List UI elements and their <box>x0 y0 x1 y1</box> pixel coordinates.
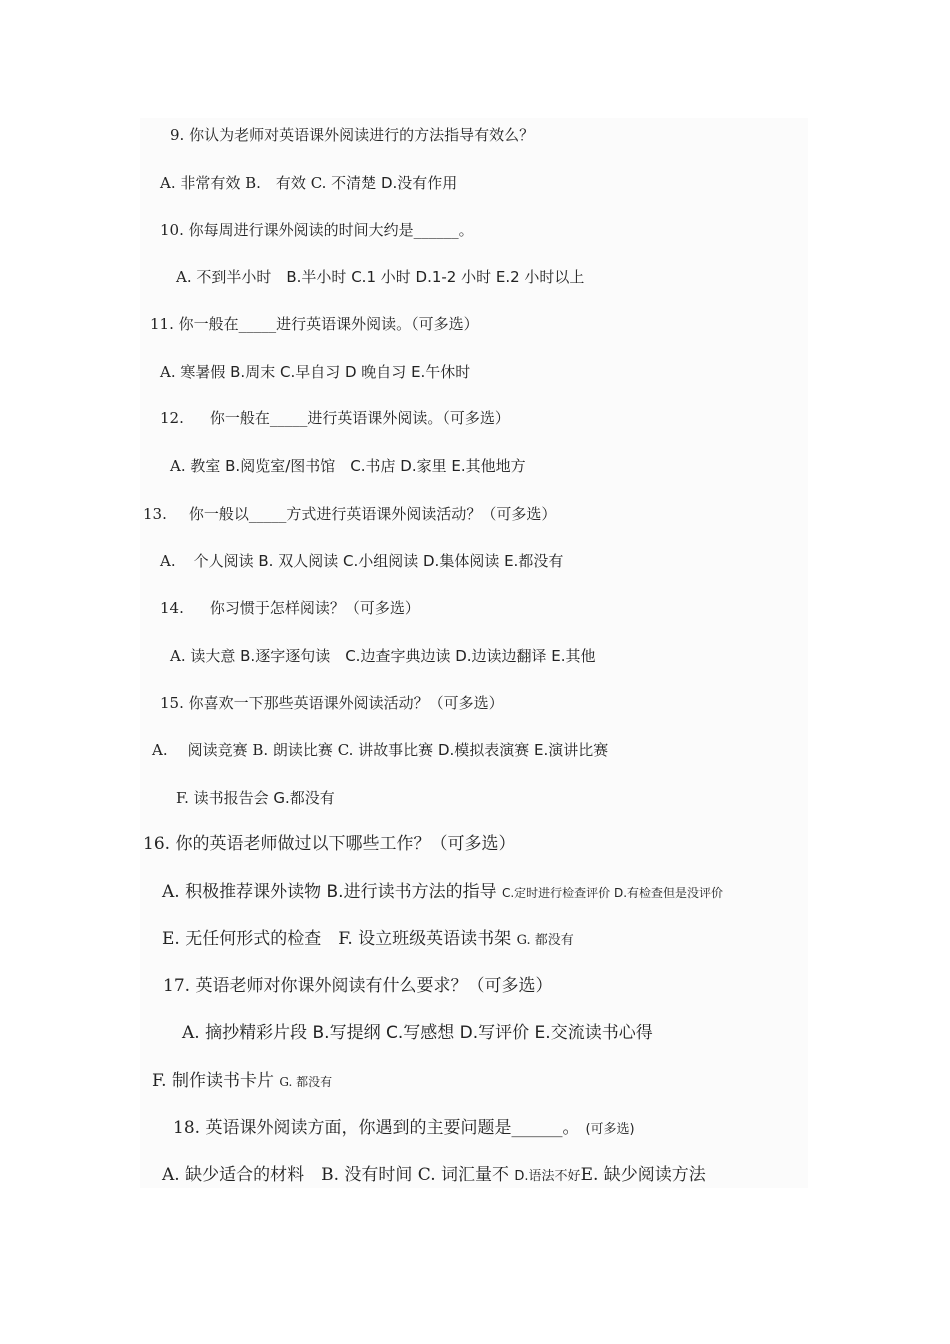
question-16-options-c: C.定时进行检查评价 D.有检查但是没评价 <box>501 886 724 900</box>
question-13 <box>143 507 556 522</box>
question-15-options-c: F. 读书报告会 <box>176 789 274 807</box>
question-10-options-a: A. 不到半小时 <box>176 268 287 286</box>
question-9-options <box>160 176 457 191</box>
question-18-options-c: E. 缺少阅读方法 <box>580 1165 706 1185</box>
question-18-text: 18. 英语课外阅读方面，你遇到的主要问题是______。 <box>173 1118 580 1138</box>
question-18-options-a: A. 缺少适合的材料 B. 没有时间 C. 词汇量不 <box>162 1165 515 1185</box>
question-11-options-a: A. 寒暑假 <box>160 363 231 381</box>
question-17-options-c: F. 制作读书卡片 <box>152 1071 280 1091</box>
question-15-options-b: D.模拟表演赛 E.演讲比赛 <box>437 741 609 759</box>
question-13-options-a: 个人阅读 <box>193 552 259 570</box>
question-12-options-b: B.阅览室/图书馆 C.书店 D.家里 E.其他地方 <box>225 457 526 475</box>
question-13-text: 你一般以_____方式进行英语课外阅读活动？（可多选） <box>188 505 557 523</box>
question-12-text: 你一般在_____进行英语课外阅读。（可多选） <box>209 409 510 427</box>
question-13-number: 13. <box>143 505 167 523</box>
question-15-options-prefix: A. <box>152 741 168 759</box>
question-16-text: 16. 你的英语老师做过以下哪些工作？（可多选） <box>143 834 516 854</box>
question-11-text: 11. 你一般在_____进行英语课外阅读。（可多选） <box>150 315 479 333</box>
question-18-options-b: D.语法不好 <box>514 1169 581 1184</box>
question-11-options <box>160 365 470 380</box>
question-16-options <box>162 884 723 901</box>
question-14 <box>160 601 420 616</box>
question-14-options <box>170 649 596 664</box>
question-12 <box>160 411 510 426</box>
question-18-options <box>162 1167 706 1184</box>
question-16-options-b: B.进行读书方法的指导 <box>326 882 502 902</box>
question-10 <box>160 223 474 238</box>
question-15-options-d: G.都没有 <box>273 789 335 807</box>
question-11 <box>150 317 479 332</box>
question-16-options-d: E. 无任何形式的检查 F. 设立班级英语读书架 <box>162 929 517 949</box>
question-10-options-b: B.半小时 C.1 小时 D.1-2 小时 E.2 小时以上 <box>286 268 585 286</box>
question-17-options-b: B.写提纲 C.写感想 D.写评价 E.交流读书心得 <box>312 1023 653 1043</box>
question-16-options-e: G. 都没有 <box>516 933 574 948</box>
question-18-note: (可多选) <box>585 1122 635 1137</box>
question-14-number: 14. <box>160 599 184 617</box>
question-14-options-b: B.逐字逐句读 C.边查字典边读 D.边读边翻译 E.其他 <box>240 647 596 665</box>
question-13-options-prefix: A. <box>160 552 176 570</box>
question-16 <box>143 836 515 853</box>
question-15-options <box>152 743 608 758</box>
question-17-options <box>182 1025 653 1042</box>
question-9-text: 9. 你认为老师对英语课外阅读进行的方法指导有效么？ <box>170 126 535 144</box>
question-12-number: 12. <box>160 409 184 427</box>
question-13-options-b: B. 双人阅读 C.小组阅读 D.集体阅读 E.都没有 <box>258 552 564 570</box>
question-17-options-d: G. 都没有 <box>279 1075 333 1089</box>
question-16-options-a: A. 积极推荐课外读物 <box>162 882 327 902</box>
question-15-options-a: 阅读竞赛 B. 朗读比赛 C. 讲故事比赛 <box>187 741 438 759</box>
question-15-text: 15. 你喜欢一下那些英语课外阅读活动？（可多选） <box>160 694 504 712</box>
question-14-text: 你习惯于怎样阅读？（可多选） <box>209 599 420 617</box>
question-12-options-a: A. 教室 <box>170 457 226 475</box>
question-17-text: 17. 英语老师对你课外阅读有什么要求？（可多选） <box>163 976 553 996</box>
question-10-options <box>176 270 584 285</box>
question-9 <box>170 128 534 143</box>
question-16-options-2 <box>162 931 574 948</box>
question-18 <box>173 1120 635 1137</box>
question-12-options <box>170 459 526 474</box>
question-17 <box>163 978 552 995</box>
question-13-options <box>160 554 563 569</box>
question-17-options-a: A. 摘抄精彩片段 <box>182 1023 313 1043</box>
question-10-text: 10. 你每周进行课外阅读的时间大约是______。 <box>160 221 474 239</box>
question-17-options-2 <box>152 1073 332 1090</box>
question-15-options-2 <box>176 791 335 806</box>
question-9-options-b: D.没有作用 <box>380 174 458 192</box>
question-14-options-a: A. 读大意 <box>170 647 241 665</box>
question-11-options-b: B.周末 C.早自习 D 晚自习 E.午休时 <box>230 363 471 381</box>
question-15 <box>160 696 504 711</box>
question-9-options-a: A. 非常有效 B. 有效 C. 不清楚 <box>160 174 381 192</box>
